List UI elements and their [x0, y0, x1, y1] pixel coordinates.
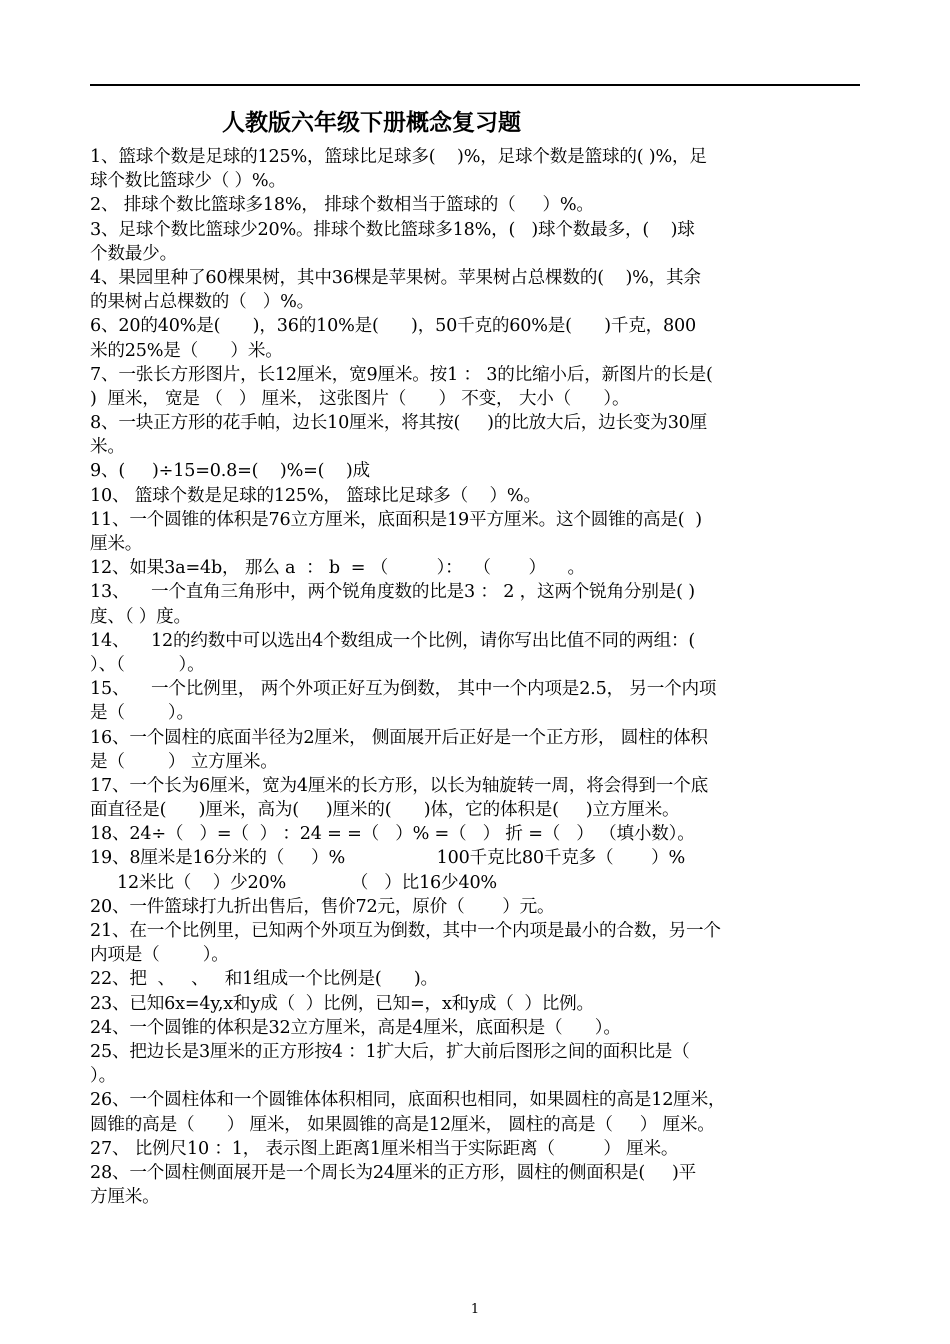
question-line: 是（ ） 立方厘米。 — [90, 751, 278, 772]
question-line: 6、20的40%是( )，36的10%是( )，50千克的60%是( )千克，800 — [90, 316, 697, 337]
question-line: 1、篮球个数是足球的125%，篮球比足球多( )%，足球个数是篮球的( )%，足 — [90, 147, 707, 167]
question-line: ) 厘米， 宽是 （ ） 厘米， 这张图片（ ） 不变， 大小（ ）。 — [90, 388, 630, 409]
question-line: 12、如果3a=4b， 那么 a ： b = （ ）： （ ） 。 — [90, 558, 585, 579]
question-line: 的果树占总棵数的（ ）%。 — [90, 292, 315, 313]
question-line: 24、一个圆锥的体积是32立方厘米，高是4厘米，底面积是（ ）。 — [90, 1017, 621, 1038]
question-line: ）、（ ）。 — [90, 654, 205, 675]
question-line: 内项是（ ）。 — [90, 945, 229, 966]
document-title: 人教版六年级下册概念复习题 — [222, 109, 521, 136]
question-line: 度、（ ）度。 — [90, 606, 191, 627]
question-line: 球个数比篮球少（ ）%。 — [90, 171, 286, 192]
question-line: 23、已知6x=4y,x和y成（ ）比例，已知=，x和y成（ ）比例。 — [90, 993, 594, 1014]
question-line: 20、一件篮球打九折出售后，售价72元，原价（ ）元。 — [90, 896, 555, 917]
question-line: 21、在一个比例里，已知两个外项互为倒数，其中一个内项是最小的合数，另一个 — [90, 921, 721, 941]
question-line: 个数最少。 — [90, 243, 177, 264]
question-line: 8、一块正方形的花手帕，边长10厘米，将其按( )的比放大后，边长变为30厘 — [90, 413, 708, 434]
question-line: 17、一个长为6厘米，宽为4厘米的长方形，以长为轴旋转一周，将会得到一个底 — [90, 775, 708, 796]
question-line: 15、 一个比例里， 两个外项正好互为倒数， 其中一个内项是2.5， 另一个内项 — [90, 679, 717, 700]
question-line: 面直径是( )厘米，高为( )厘米的( )体，它的体积是( )立方厘米。 — [90, 800, 680, 821]
question-line: 4、果园里种了60棵果树，其中36棵是苹果树。苹果树占总棵数的( )%，其余 — [90, 267, 701, 288]
question-line: 14、 12的约数中可以选出4个数组成一个比例，请你写出比值不同的两组：( — [90, 630, 696, 651]
question-line: 圆锥的高是（ ） 厘米， 如果圆锥的高是12厘米， 圆柱的高是（ ） 厘米。 — [90, 1114, 715, 1135]
question-line: 米。 — [90, 437, 125, 458]
page-number: 1 — [470, 1302, 480, 1317]
question-line: 13、 一个直角三角形中，两个锐角度数的比是3 ： 2 ，这两个锐角分别是( ) — [90, 582, 695, 603]
question-line: 3、足球个数比篮球少20%。排球个数比篮球多18%，( )球个数最多，( )球 — [90, 219, 695, 240]
question-line: 10、 篮球个数是足球的125%， 篮球比足球多（ ）%。 — [90, 485, 541, 506]
question-line: 方厘米。 — [90, 1187, 160, 1208]
question-line: 19、8厘米是16分米的（ ）% 100千克比80千克多（ ）% — [90, 848, 686, 869]
question-line: 2、 排球个数比篮球多18%， 排球个数相当于篮球的（ ）%。 — [90, 195, 594, 216]
question-line: 25、把边长是3厘米的正方形按4 ：1扩大后，扩大前后图形之间的面积比是（ — [90, 1041, 690, 1062]
question-list — [90, 145, 865, 1209]
question-line: 12米比（ ）少20% （ ）比16少40% — [90, 872, 497, 893]
question-line: 16、一个圆柱的底面半径为2厘米， 侧面展开后正好是一个正方形， 圆柱的体积 — [90, 727, 708, 748]
header-rule — [90, 84, 860, 86]
question-line: 27、 比例尺10 ：1， 表示图上距离1厘米相当于实际距离（ ） 厘米。 — [90, 1138, 679, 1159]
question-line: 9、( )÷15=0.8=( )%=( )成 — [90, 461, 370, 482]
question-line: 22、把 、 、 和1组成一个比例是( )。 — [90, 969, 438, 990]
question-line: 11、一个圆锥的体积是76立方厘米，底面积是19平方厘米。这个圆锥的高是( ) — [90, 509, 702, 530]
question-line: 米的25%是（ ）米。 — [90, 340, 283, 361]
question-line: 7、一张长方形图片，长12厘米，宽9厘米。按1 ： 3的比缩小后，新图片的长是( — [90, 364, 713, 385]
question-line: 18、24÷（ ）=（ ） ：24 = =（ ）% =（ ） 折 =（ ） （填小数）。 — [90, 824, 695, 845]
question-line: 是（ ）。 — [90, 703, 194, 724]
question-line: ）。 — [90, 1066, 116, 1087]
question-line: 厘米。 — [90, 534, 143, 554]
question-line: 28、一个圆柱侧面展开是一个周长为24厘米的正方形，圆柱的侧面积是( )平 — [90, 1162, 697, 1183]
question-line: 26、一个圆柱体和一个圆锥体体积相同，底面积也相同，如果圆柱的高是12厘米， — [90, 1090, 726, 1111]
